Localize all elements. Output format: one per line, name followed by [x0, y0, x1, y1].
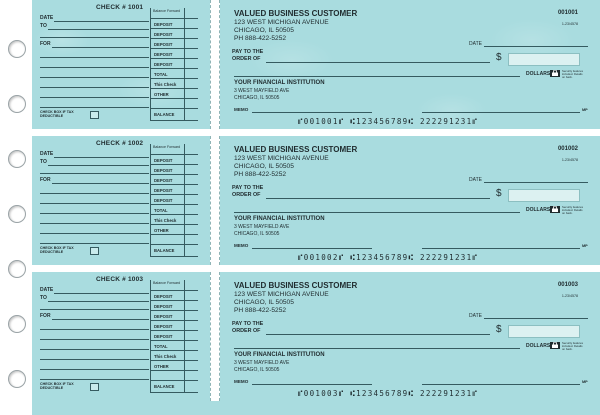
stub-title: CHECK # 1002	[96, 140, 144, 147]
payer-address-line2: CHICAGO, IL 50505	[234, 163, 294, 170]
stub-deposit-label: DEPOSIT	[154, 168, 173, 173]
check-date-line	[484, 46, 588, 47]
stub-column-divider	[184, 8, 185, 120]
bank-name: YOUR FINANCIAL INSTITUTION	[234, 80, 325, 86]
stub-balance-forward-label: Balance Forward	[153, 9, 181, 13]
stub-column-rule	[150, 256, 198, 257]
memo-line	[252, 384, 372, 385]
bank-name: YOUR FINANCIAL INSTITUTION	[234, 352, 325, 358]
stub-column-divider	[150, 144, 151, 256]
stub-column-rule	[150, 68, 198, 69]
stub-tax-deductible-label: CHECK BOX IF TAX DEDUCTIBLE	[40, 110, 74, 118]
payer-phone: PH 888-422-5252	[234, 307, 287, 314]
stub-date-line	[54, 21, 149, 22]
stub-column-rule	[150, 360, 198, 361]
stub-column-rule	[150, 58, 198, 59]
stub-tax-deductible-label: CHECK BOX IF TAX DEDUCTIBLE	[40, 246, 74, 254]
row-separator	[32, 265, 600, 272]
stub-line	[40, 243, 149, 244]
dollars-label: DOLLARS	[526, 71, 551, 77]
stub-line	[40, 97, 149, 98]
amount-words-line	[234, 76, 520, 77]
dollars-label: DOLLARS	[526, 343, 551, 349]
stub-other-label: OTHER	[154, 228, 169, 233]
stub-for-line	[52, 183, 149, 184]
stub-line	[40, 233, 149, 234]
stub-column-divider	[184, 280, 185, 392]
stub-line	[40, 359, 149, 360]
stub-column-rule	[150, 98, 198, 99]
stub-line	[40, 213, 149, 214]
memo-line	[252, 248, 372, 249]
check-stub	[32, 136, 210, 265]
binder-hole	[8, 205, 26, 223]
stub-to-line-2	[40, 309, 149, 310]
stub-this-check-label: This Check	[154, 218, 177, 223]
check-stub	[32, 0, 210, 129]
stub-deposit-label: DEPOSIT	[154, 52, 173, 57]
check-number: 001002	[557, 146, 578, 152]
stub-this-check-label: This Check	[154, 82, 177, 87]
dollars-label: DOLLARS	[526, 207, 551, 213]
stub-balance-label: BALANCE	[154, 112, 175, 117]
stub-total-label: TOTAL	[154, 344, 168, 349]
payee-line	[266, 198, 490, 199]
check-row	[32, 272, 600, 401]
stub-title: CHECK # 1003	[96, 276, 144, 283]
stub-line	[40, 379, 149, 380]
stub-line	[40, 349, 149, 350]
stub-line	[40, 223, 149, 224]
tax-deductible-checkbox[interactable]	[90, 383, 99, 391]
stub-column-rule	[150, 330, 198, 331]
micr-line: ⑈001002⑈ ⑆123456789⑆ 222291231⑈	[298, 253, 479, 262]
check-body	[218, 0, 600, 129]
signature-line	[422, 112, 580, 113]
payer-address-line2: CHICAGO, IL 50505	[234, 299, 294, 306]
stub-column-rule	[150, 28, 198, 29]
pay-to-label: PAY TO THE ORDER OF	[232, 185, 264, 198]
amount-words-line	[234, 348, 520, 349]
stub-date-label: DATE	[40, 15, 54, 21]
stub-line	[40, 329, 149, 330]
stub-to-line	[48, 301, 149, 302]
bank-address-line2: CHICAGO, IL 50505	[234, 95, 280, 101]
stub-column-rule	[150, 224, 198, 225]
memo-line	[252, 112, 372, 113]
micr-line: ⑈001003⑈ ⑆123456789⑆ 222291231⑈	[298, 389, 479, 398]
pay-to-label: PAY TO THE ORDER OF	[232, 321, 264, 334]
stub-column-rule	[150, 18, 198, 19]
stub-column-rule	[150, 154, 198, 155]
stub-for-line	[52, 47, 149, 48]
stub-deposit-label: DEPOSIT	[154, 178, 173, 183]
dollar-sign: $	[496, 324, 502, 335]
check-body	[218, 272, 600, 401]
stub-to-line-2	[40, 173, 149, 174]
stub-column-rule	[150, 244, 198, 245]
stub-column-rule	[150, 300, 198, 301]
stub-to-line	[48, 29, 149, 30]
stub-deposit-label: DEPOSIT	[154, 22, 173, 27]
stub-for-label: FOR	[40, 313, 51, 319]
dollar-sign: $	[496, 188, 502, 199]
mp-label: MP	[582, 380, 588, 384]
stub-line	[40, 67, 149, 68]
stub-column-divider	[150, 8, 151, 120]
check-row	[32, 136, 600, 265]
routing-fraction: 1-23/4578	[561, 294, 578, 298]
bank-address-line1: 3 WEST MAYFIELD AVE	[234, 360, 290, 366]
binder-hole	[8, 370, 26, 388]
stub-column-rule	[150, 194, 198, 195]
stub-column-rule	[150, 392, 198, 393]
stub-date-label: DATE	[40, 287, 54, 293]
stub-column-rule	[150, 310, 198, 311]
memo-label: MEMO	[234, 107, 249, 112]
stub-date-line	[54, 157, 149, 158]
padlock-icon	[550, 342, 560, 349]
padlock-icon	[550, 206, 560, 213]
padlock-icon	[550, 70, 560, 77]
signature-line	[422, 248, 580, 249]
payer-phone: PH 888-422-5252	[234, 171, 287, 178]
check-row	[32, 0, 600, 129]
payer-address-line1: 123 WEST MICHIGAN AVENUE	[234, 155, 329, 162]
stub-column-divider	[184, 144, 185, 256]
stub-column-rule	[150, 380, 198, 381]
payee-line	[266, 334, 490, 335]
stub-deposit-label: DEPOSIT	[154, 314, 173, 319]
stub-for-label: FOR	[40, 41, 51, 47]
stub-line	[40, 87, 149, 88]
stub-tax-deductible-label: CHECK BOX IF TAX DEDUCTIBLE	[40, 382, 74, 390]
memo-label: MEMO	[234, 243, 249, 248]
check-date-line	[484, 318, 588, 319]
stub-line	[40, 369, 149, 370]
stub-other-label: OTHER	[154, 92, 169, 97]
stub-for-line	[52, 319, 149, 320]
payer-address-line1: 123 WEST MICHIGAN AVENUE	[234, 19, 329, 26]
pay-to-label: PAY TO THE ORDER OF	[232, 49, 264, 62]
stub-column-rule	[150, 184, 198, 185]
routing-fraction: 1-23/4578	[561, 22, 578, 26]
stub-column-rule	[150, 204, 198, 205]
stub-to-label: TO	[40, 23, 47, 29]
stub-column-rule	[150, 78, 198, 79]
binder-hole	[8, 150, 26, 168]
stub-column-rule	[150, 120, 198, 121]
stub-line	[40, 203, 149, 204]
stub-title: CHECK # 1001	[96, 4, 144, 11]
check-date-label: DATE	[469, 313, 482, 319]
stub-this-check-label: This Check	[154, 354, 177, 359]
payer-name: VALUED BUSINESS CUSTOMER	[234, 9, 358, 18]
signature-line	[422, 384, 580, 385]
stub-balance-label: BALANCE	[154, 384, 175, 389]
binder-hole	[8, 260, 26, 278]
mp-label: MP	[582, 244, 588, 248]
tax-deductible-checkbox[interactable]	[90, 247, 99, 255]
amount-box[interactable]	[508, 189, 580, 202]
binder-hole	[8, 315, 26, 333]
stub-deposit-label: DEPOSIT	[154, 42, 173, 47]
check-stub	[32, 272, 210, 401]
stub-deposit-label: DEPOSIT	[154, 294, 173, 299]
check-number: 001003	[557, 282, 578, 288]
stub-other-label: OTHER	[154, 364, 169, 369]
bank-address-line2: CHICAGO, IL 50505	[234, 231, 280, 237]
bank-address-line2: CHICAGO, IL 50505	[234, 367, 280, 373]
stub-line	[40, 77, 149, 78]
stub-date-line	[54, 293, 149, 294]
binder-margin	[0, 0, 32, 415]
payer-name: VALUED BUSINESS CUSTOMER	[234, 281, 358, 290]
stub-to-label: TO	[40, 295, 47, 301]
stub-column-rule	[150, 214, 198, 215]
stub-column-divider	[150, 280, 151, 392]
payer-address-line1: 123 WEST MICHIGAN AVENUE	[234, 291, 329, 298]
stub-deposit-label: DEPOSIT	[154, 158, 173, 163]
security-note: Security features included. Details on back.	[562, 341, 583, 351]
payer-phone: PH 888-422-5252	[234, 35, 287, 42]
stub-to-line	[48, 165, 149, 166]
stub-line	[40, 57, 149, 58]
tax-deductible-checkbox[interactable]	[90, 111, 99, 119]
payer-name: VALUED BUSINESS CUSTOMER	[234, 145, 358, 154]
stub-deposit-label: DEPOSIT	[154, 198, 173, 203]
stub-balance-forward-label: Balance Forward	[153, 145, 181, 149]
security-note: Security features included. Details on back.	[562, 205, 583, 215]
stub-deposit-label: DEPOSIT	[154, 188, 173, 193]
security-note: Security features included. Details on back.	[562, 69, 583, 79]
stub-column-rule	[150, 290, 198, 291]
bank-address-line1: 3 WEST MAYFIELD AVE	[234, 224, 290, 230]
row-separator	[32, 129, 600, 136]
stub-line	[40, 193, 149, 194]
stub-for-label: FOR	[40, 177, 51, 183]
stub-balance-forward-label: Balance Forward	[153, 281, 181, 285]
stub-column-rule	[150, 164, 198, 165]
payee-line	[266, 62, 490, 63]
stub-column-rule	[150, 174, 198, 175]
check-date-line	[484, 182, 588, 183]
check-date-label: DATE	[469, 41, 482, 47]
stub-column-rule	[150, 108, 198, 109]
stub-column-rule	[150, 350, 198, 351]
stub-total-label: TOTAL	[154, 208, 168, 213]
micr-line: ⑈001001⑈ ⑆123456789⑆ 222291231⑈	[298, 117, 479, 126]
stub-to-line-2	[40, 37, 149, 38]
check-body	[218, 136, 600, 265]
bank-name: YOUR FINANCIAL INSTITUTION	[234, 216, 325, 222]
amount-box[interactable]	[508, 53, 580, 66]
stub-deposit-label: DEPOSIT	[154, 324, 173, 329]
memo-label: MEMO	[234, 379, 249, 384]
stub-total-label: TOTAL	[154, 72, 168, 77]
stub-to-label: TO	[40, 159, 47, 165]
stub-column-rule	[150, 370, 198, 371]
stub-column-rule	[150, 340, 198, 341]
stub-balance-label: BALANCE	[154, 248, 175, 253]
bank-address-line1: 3 WEST MAYFIELD AVE	[234, 88, 290, 94]
amount-box[interactable]	[508, 325, 580, 338]
stub-date-label: DATE	[40, 151, 54, 157]
stub-deposit-label: DEPOSIT	[154, 304, 173, 309]
stub-column-rule	[150, 88, 198, 89]
routing-fraction: 1-23/4578	[561, 158, 578, 162]
stub-line	[40, 339, 149, 340]
check-date-label: DATE	[469, 177, 482, 183]
stub-deposit-label: DEPOSIT	[154, 32, 173, 37]
payer-address-line2: CHICAGO, IL 50505	[234, 27, 294, 34]
stub-column-rule	[150, 320, 198, 321]
mp-label: MP	[582, 108, 588, 112]
binder-hole	[8, 95, 26, 113]
binder-hole	[8, 40, 26, 58]
check-number: 001001	[557, 10, 578, 16]
stub-deposit-label: DEPOSIT	[154, 62, 173, 67]
amount-words-line	[234, 212, 520, 213]
stub-line	[40, 107, 149, 108]
dollar-sign: $	[496, 52, 502, 63]
stub-deposit-label: DEPOSIT	[154, 334, 173, 339]
stub-column-rule	[150, 48, 198, 49]
stub-column-rule	[150, 234, 198, 235]
stub-column-rule	[150, 38, 198, 39]
